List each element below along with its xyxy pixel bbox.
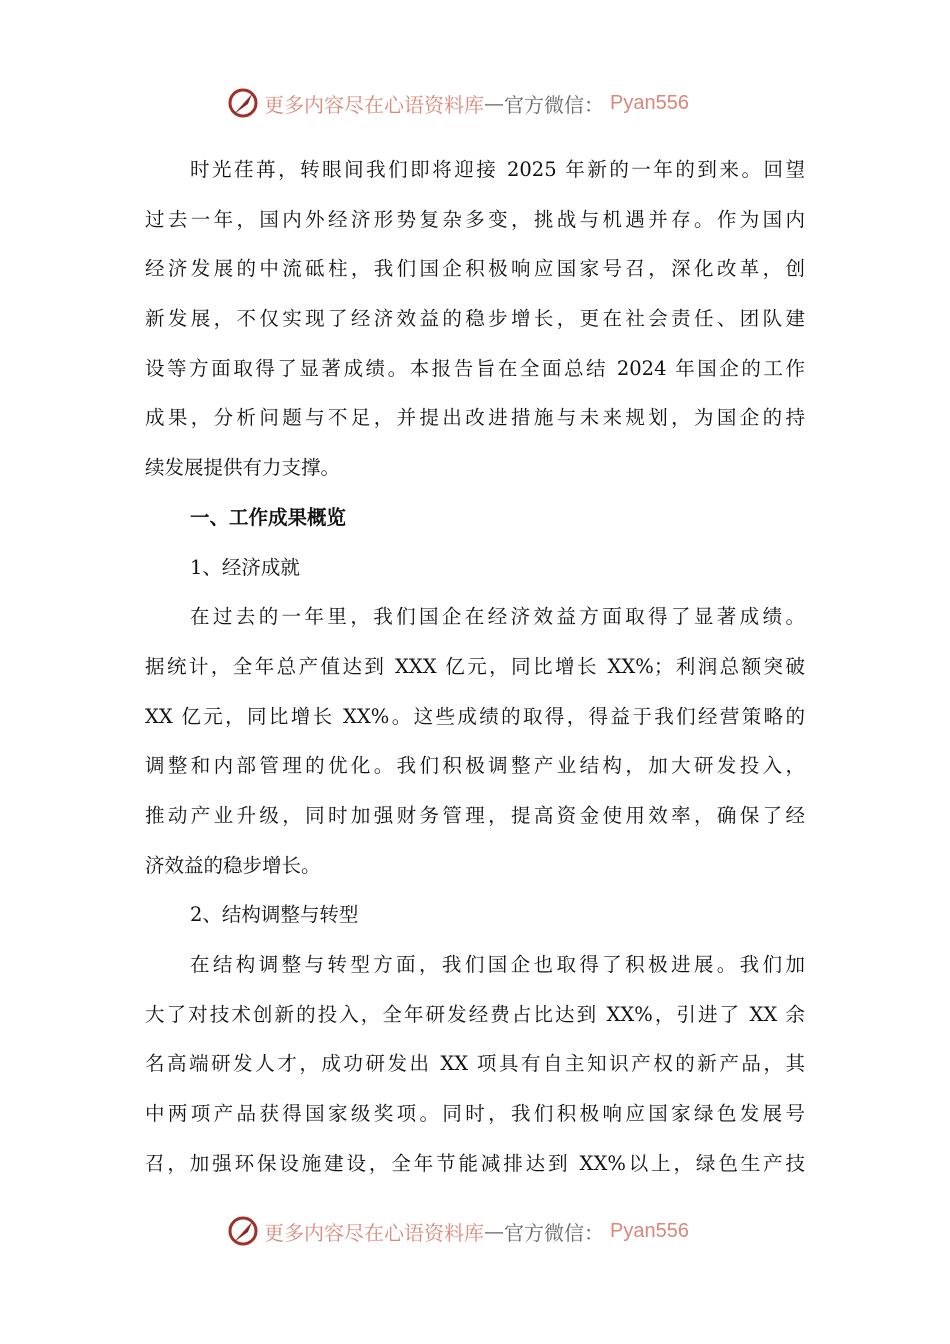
banner-account: Pyan556 (610, 91, 689, 114)
document-body (145, 145, 805, 1188)
paragraph-line: 成果，分析问题与不足，并提出改进措施与未来规划，为国企的持 (145, 406, 805, 430)
paragraph-line: 名高端研发人才，成功研发出 XX 项具有自主知识产权的新产品，其 (145, 1052, 805, 1076)
footer-banner (226, 1211, 689, 1251)
paragraph-line: 设等方面取得了显著成绩。本报告旨在全面总结 2024 年国企的工作 (145, 356, 805, 380)
banner-wechat-label: 官方微信： (504, 1220, 604, 1245)
banner-text: 更多内容尽在心语资料库 (264, 1220, 484, 1245)
paragraph-line: 时光荏苒，转眼间我们即将迎接 2025 年新的一年的到来。回望 (190, 158, 805, 181)
paragraph-line: 推动产业升级，同时加强财务管理，提高资金使用效率，确保了经 (145, 803, 805, 827)
paragraph-line: 据统计，全年总产值达到 XXX 亿元，同比增长 XX%；利润总额突破 (145, 654, 805, 678)
banner-text: 更多内容尽在心语资料库 (264, 92, 484, 117)
paragraph-line: 济效益的稳步增长。 (145, 853, 321, 877)
section-heading: 一、工作成果概览 (190, 505, 347, 529)
subsection-heading: 2、结构调整与转型 (190, 903, 359, 927)
paragraph-line: 在结构调整与转型方面，我们国企也取得了积极进展。我们加 (190, 953, 805, 976)
paragraph-line: 新发展，不仅实现了经济效益的稳步增长，更在社会责任、团队建 (145, 307, 805, 331)
quill-logo-icon (226, 1214, 260, 1248)
banner-wechat-label: 官方微信： (504, 92, 604, 117)
paragraph-line: 调整和内部管理的优化。我们积极调整产业结构，加大研发投入， (145, 754, 805, 778)
paragraph-line: 召，加强环保设施建设，全年节能减排达到 XX%以上，绿色生产技 (145, 1151, 805, 1175)
paragraph-line: 在过去的一年里，我们国企在经济效益方面取得了显著成绩。 (190, 605, 805, 629)
paragraph-line: 续发展提供有力支撑。 (145, 456, 341, 480)
paragraph-line: 中两项产品获得国家级奖项。同时，我们积极响应国家绿色发展号 (145, 1102, 805, 1126)
banner-account: Pyan556 (610, 1219, 689, 1242)
paragraph-line: 大了对技术创新的投入，全年研发经费占比达到 XX%，引进了 XX 余 (145, 1002, 805, 1026)
banner-dash: — (484, 1219, 504, 1243)
subsection-heading: 1、经济成就 (190, 555, 300, 579)
header-banner (226, 83, 689, 123)
paragraph-line: 经济发展的中流砥柱，我们国企积极响应国家号召，深化改革，创 (145, 257, 805, 281)
quill-logo-icon (226, 86, 260, 120)
paragraph-line: 过去一年，国内外经济形势复杂多变，挑战与机遇并存。作为国内 (145, 207, 805, 231)
paragraph-line: XX 亿元，同比增长 XX%。这些成绩的取得，得益于我们经营策略的 (145, 704, 805, 728)
banner-dash: — (484, 91, 504, 115)
